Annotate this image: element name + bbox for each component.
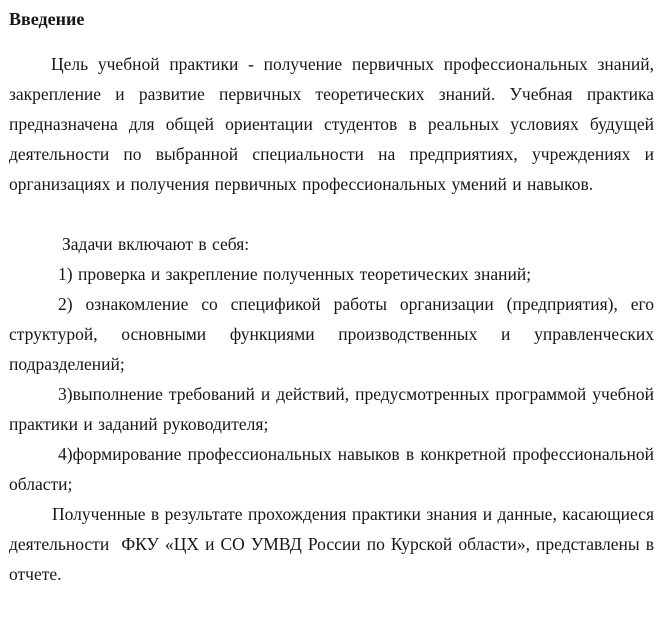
- conclusion-paragraph: Полученные в результате прохождения практики знания и данные, касающиеся деятельности ФКУ «ЦХ и СО УМВД России по Курской области», представлены в отчете.: [9, 504, 660, 584]
- tasks-lead-in: Задачи включают в себя:: [62, 234, 250, 254]
- blank-line: [9, 199, 654, 229]
- task-item-3: 3)выполнение требований и действий, предусмотренных программой учебной практики и заданий руководителя;: [9, 384, 660, 434]
- task-item-4: 4)формирование профессиональных навыков в конкретной профессиональной области;: [9, 444, 660, 494]
- task-item-2: 2) ознакомление со спецификой работы организации (предприятия), его структурой, основными функциями производственных и управленческих подразделений;: [9, 294, 660, 374]
- section-heading: Введение: [9, 9, 85, 29]
- task-item-1: 1) проверка и закрепление полученных теоретических знаний;: [58, 264, 532, 284]
- goal-paragraph: Цель учебной практики - получение первичных профессиональных знаний, закрепление и развитие первичных теоретических знаний. Учебная практика предназначена для общей ориентации студентов в реальных условиях будущей деятельности по выбранной специальности на предприятиях, учреждениях и организациях и получения первичных профессиональных умений и навыков.: [9, 54, 660, 194]
